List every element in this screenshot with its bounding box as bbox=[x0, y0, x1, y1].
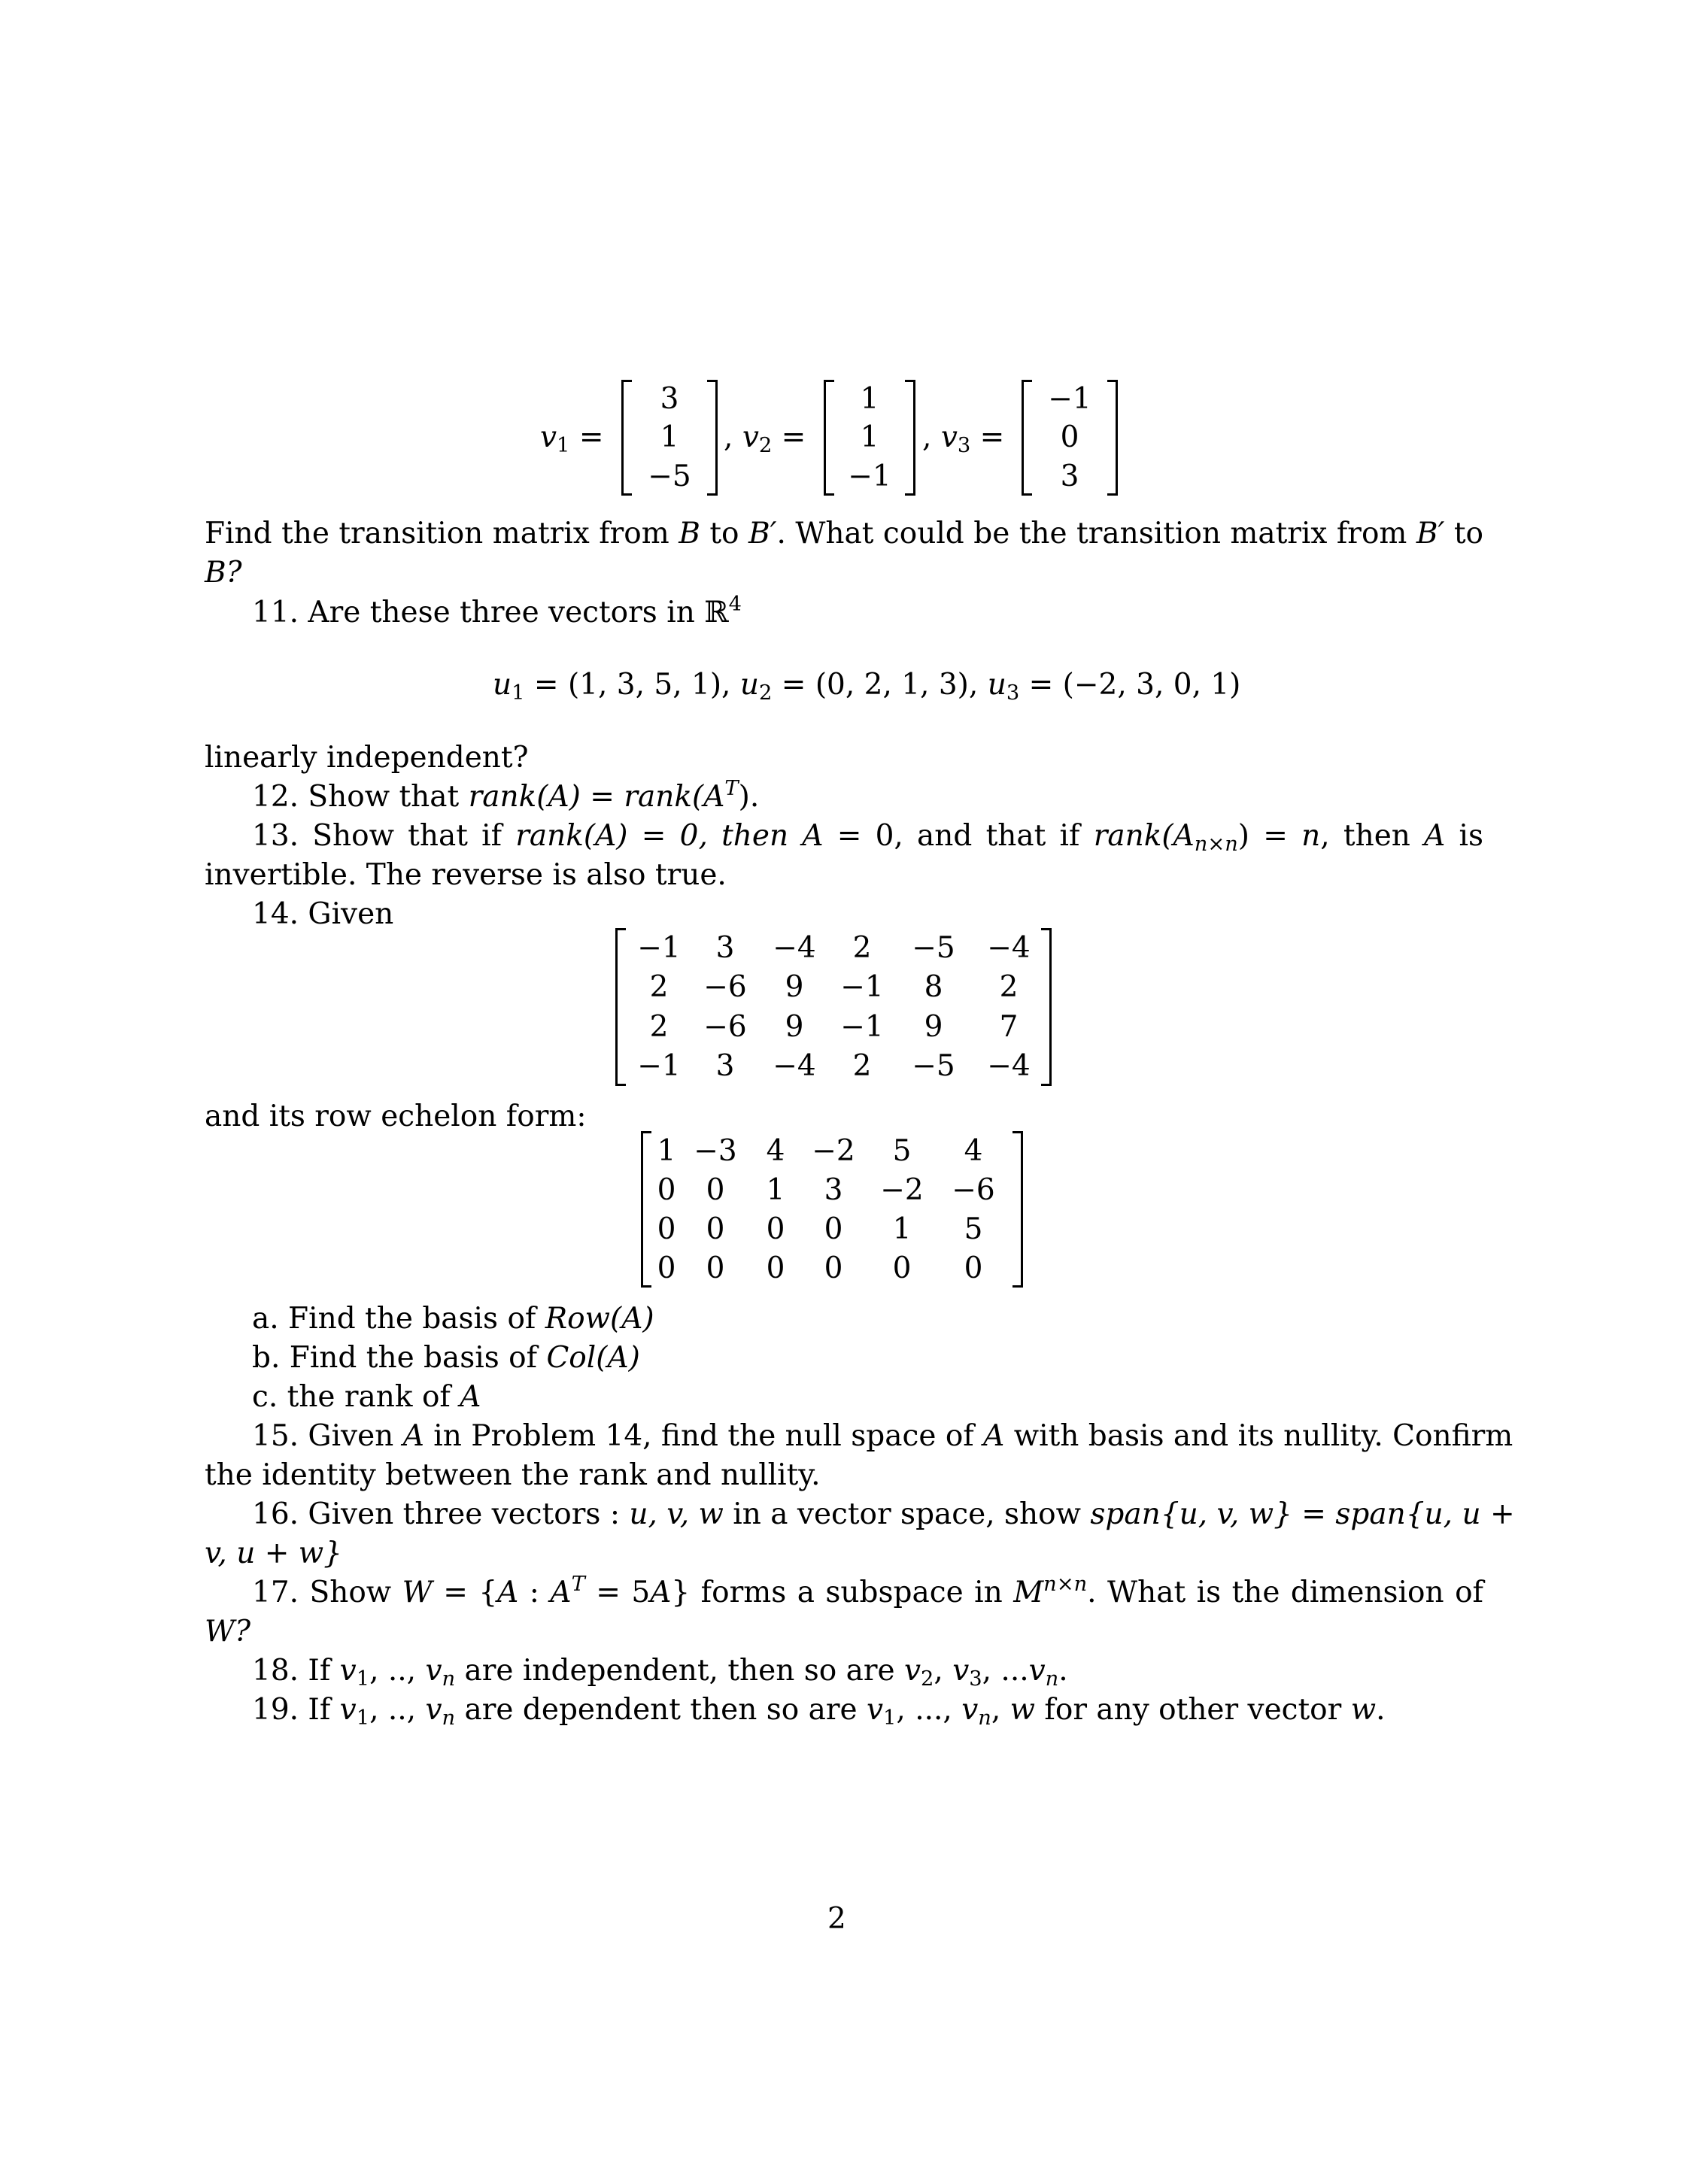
matrix-echelon-cell: −2 bbox=[812, 1133, 855, 1168]
v2-label: , $v_2$ = bbox=[724, 420, 806, 457]
matrix-echelon-cell: 5 bbox=[892, 1133, 912, 1168]
p10-line1: Find the transition matrix from B to B′. What could be the transition matrix from B′ to bbox=[205, 517, 1483, 551]
matrix-echelon-cell: −6 bbox=[952, 1172, 995, 1207]
p19-line: 19. If $v_1$, .., $v_n$ are dependent then so are $v_1$, ..., $v_n$, w for any other vector w. bbox=[252, 1693, 1386, 1730]
p10-line2: B? bbox=[205, 556, 242, 590]
matrix-A-cell: 7 bbox=[999, 1009, 1019, 1044]
p11-intro: 11. Are these three vectors in ℝ$^4$ bbox=[252, 593, 742, 629]
p13-line1: 13. Show that if rank(A) = 0, then A = 0, and that if $rank(A_{n\times n}) = n$, then A is bbox=[252, 819, 1484, 856]
matrix-A-cell: −4 bbox=[987, 930, 1031, 965]
matrix-echelon-cell: 4 bbox=[766, 1133, 785, 1168]
matrix-A bbox=[615, 928, 1052, 1086]
p11-tail: linearly independent? bbox=[205, 741, 529, 775]
v3-label: , $v_3$ = bbox=[922, 420, 1005, 457]
p14-b: b. Find the basis of Col(A) bbox=[252, 1341, 640, 1375]
matrix-echelon-cell: 0 bbox=[706, 1251, 725, 1285]
matrix-echelon-cell: 0 bbox=[657, 1212, 676, 1246]
p16-line1: 16. Given three vectors : u, v, w in a vector space, show span{u, v, w} = span{u, u + bbox=[252, 1497, 1515, 1531]
p15-line1: 15. Given A in Problem 14, find the null space of A with basis and its nullity. Confirm bbox=[252, 1419, 1513, 1453]
matrix-A-cell: 8 bbox=[924, 970, 943, 1005]
matrix-A-cell: 2 bbox=[852, 930, 872, 965]
matrix-A-cell: 9 bbox=[785, 1009, 804, 1044]
matrix-A-cell: −5 bbox=[912, 1049, 955, 1084]
v2-entry: 1 bbox=[860, 382, 879, 417]
v1-entry: 1 bbox=[660, 420, 679, 455]
matrix-A-cell: −1 bbox=[637, 1049, 681, 1084]
p14-c: c. the rank of A bbox=[252, 1380, 481, 1414]
matrix-A-cell: −6 bbox=[703, 970, 747, 1005]
matrix-echelon-cell: 0 bbox=[892, 1251, 912, 1285]
matrix-A-cell: 2 bbox=[999, 970, 1019, 1005]
matrix-echelon-cell: 0 bbox=[824, 1251, 843, 1285]
v2-entry: 1 bbox=[860, 420, 879, 455]
p12-line: 12. Show that rank(A) = $rank(A^T)$. bbox=[252, 777, 760, 814]
p11-vectors: $u_1 = (1$, 3, 5, 1), $u_2 = (0$, 2, 1, 3), $u_3 = (-2$, 3, 0, 1) bbox=[493, 668, 1241, 705]
matrix-A-cell: 2 bbox=[649, 1009, 669, 1044]
v2-vector bbox=[824, 380, 915, 496]
p16-line2: v, u + w} bbox=[205, 1536, 342, 1570]
p17-line2: W? bbox=[205, 1615, 250, 1649]
matrix-echelon-cell: 0 bbox=[706, 1172, 725, 1207]
matrix-A-cell: 3 bbox=[715, 930, 735, 965]
matrix-echelon-cell: 1 bbox=[657, 1133, 676, 1168]
matrix-echelon-cell: 3 bbox=[824, 1172, 843, 1207]
v1-entry: −5 bbox=[648, 459, 691, 493]
v3-entry: 3 bbox=[1060, 459, 1079, 493]
matrix-A-cell: −4 bbox=[773, 1049, 816, 1084]
matrix-echelon-cell: 0 bbox=[824, 1212, 843, 1246]
p14-echelon-label: and its row echelon form: bbox=[205, 1100, 587, 1133]
matrix-A-cell: −1 bbox=[840, 1009, 884, 1044]
p14-a: a. Find the basis of Row(A) bbox=[252, 1302, 654, 1336]
matrix-A-cell: −5 bbox=[912, 930, 955, 965]
matrix-echelon-cell: 0 bbox=[766, 1212, 785, 1246]
matrix-echelon-cell: 1 bbox=[892, 1212, 912, 1246]
p14-given: 14. Given bbox=[252, 897, 394, 931]
p15-line2: the identity between the rank and nullity. bbox=[205, 1458, 821, 1492]
v3-entry: −1 bbox=[1048, 382, 1091, 417]
matrix-A-cell: 2 bbox=[649, 970, 669, 1005]
matrix-echelon-cell: 0 bbox=[964, 1251, 983, 1285]
v1-entry: 3 bbox=[660, 382, 679, 417]
matrix-A-cell: −6 bbox=[703, 1009, 747, 1044]
matrix-A-cell: −1 bbox=[840, 970, 884, 1005]
page-number: 2 bbox=[827, 1902, 846, 1936]
v3-entry: 0 bbox=[1060, 420, 1079, 455]
p13-line2: invertible. The reverse is also true. bbox=[205, 858, 727, 892]
matrix-echelon-cell: 4 bbox=[964, 1133, 983, 1168]
matrix-echelon-cell: 0 bbox=[657, 1172, 676, 1207]
matrix-echelon bbox=[641, 1131, 1023, 1288]
v1-label: $v_1$ = bbox=[540, 420, 604, 457]
matrix-echelon-cell: 0 bbox=[657, 1251, 676, 1285]
matrix-echelon-cell: 1 bbox=[766, 1172, 785, 1207]
matrix-A-cell: 9 bbox=[785, 970, 804, 1005]
v3-vector bbox=[1022, 380, 1118, 496]
matrix-echelon-cell: 0 bbox=[706, 1212, 725, 1246]
matrix-A-cell: 3 bbox=[715, 1049, 735, 1084]
p18-line: 18. If $v_1$, .., $v_n$ are independent, then so are $v_2$, $v_3$, $...v_n$. bbox=[252, 1654, 1068, 1691]
matrix-A-cell: 9 bbox=[924, 1009, 943, 1044]
v1-vector bbox=[621, 380, 718, 496]
matrix-echelon-cell: 5 bbox=[964, 1212, 983, 1246]
matrix-echelon-cell: −2 bbox=[880, 1172, 924, 1207]
matrix-A-cell: −4 bbox=[773, 930, 816, 965]
matrix-echelon-cell: 0 bbox=[766, 1251, 785, 1285]
matrix-A-cell: −1 bbox=[637, 930, 681, 965]
matrix-echelon-cell: −3 bbox=[694, 1133, 737, 1168]
v2-entry: −1 bbox=[848, 459, 891, 493]
matrix-A-cell: 2 bbox=[852, 1049, 872, 1084]
p17-line1: 17. Show W = {A : $A^T = 5A$} forms a subspace in $M^{n\times n}$. What is the dimension of bbox=[252, 1573, 1483, 1609]
matrix-A-cell: −4 bbox=[987, 1049, 1031, 1084]
